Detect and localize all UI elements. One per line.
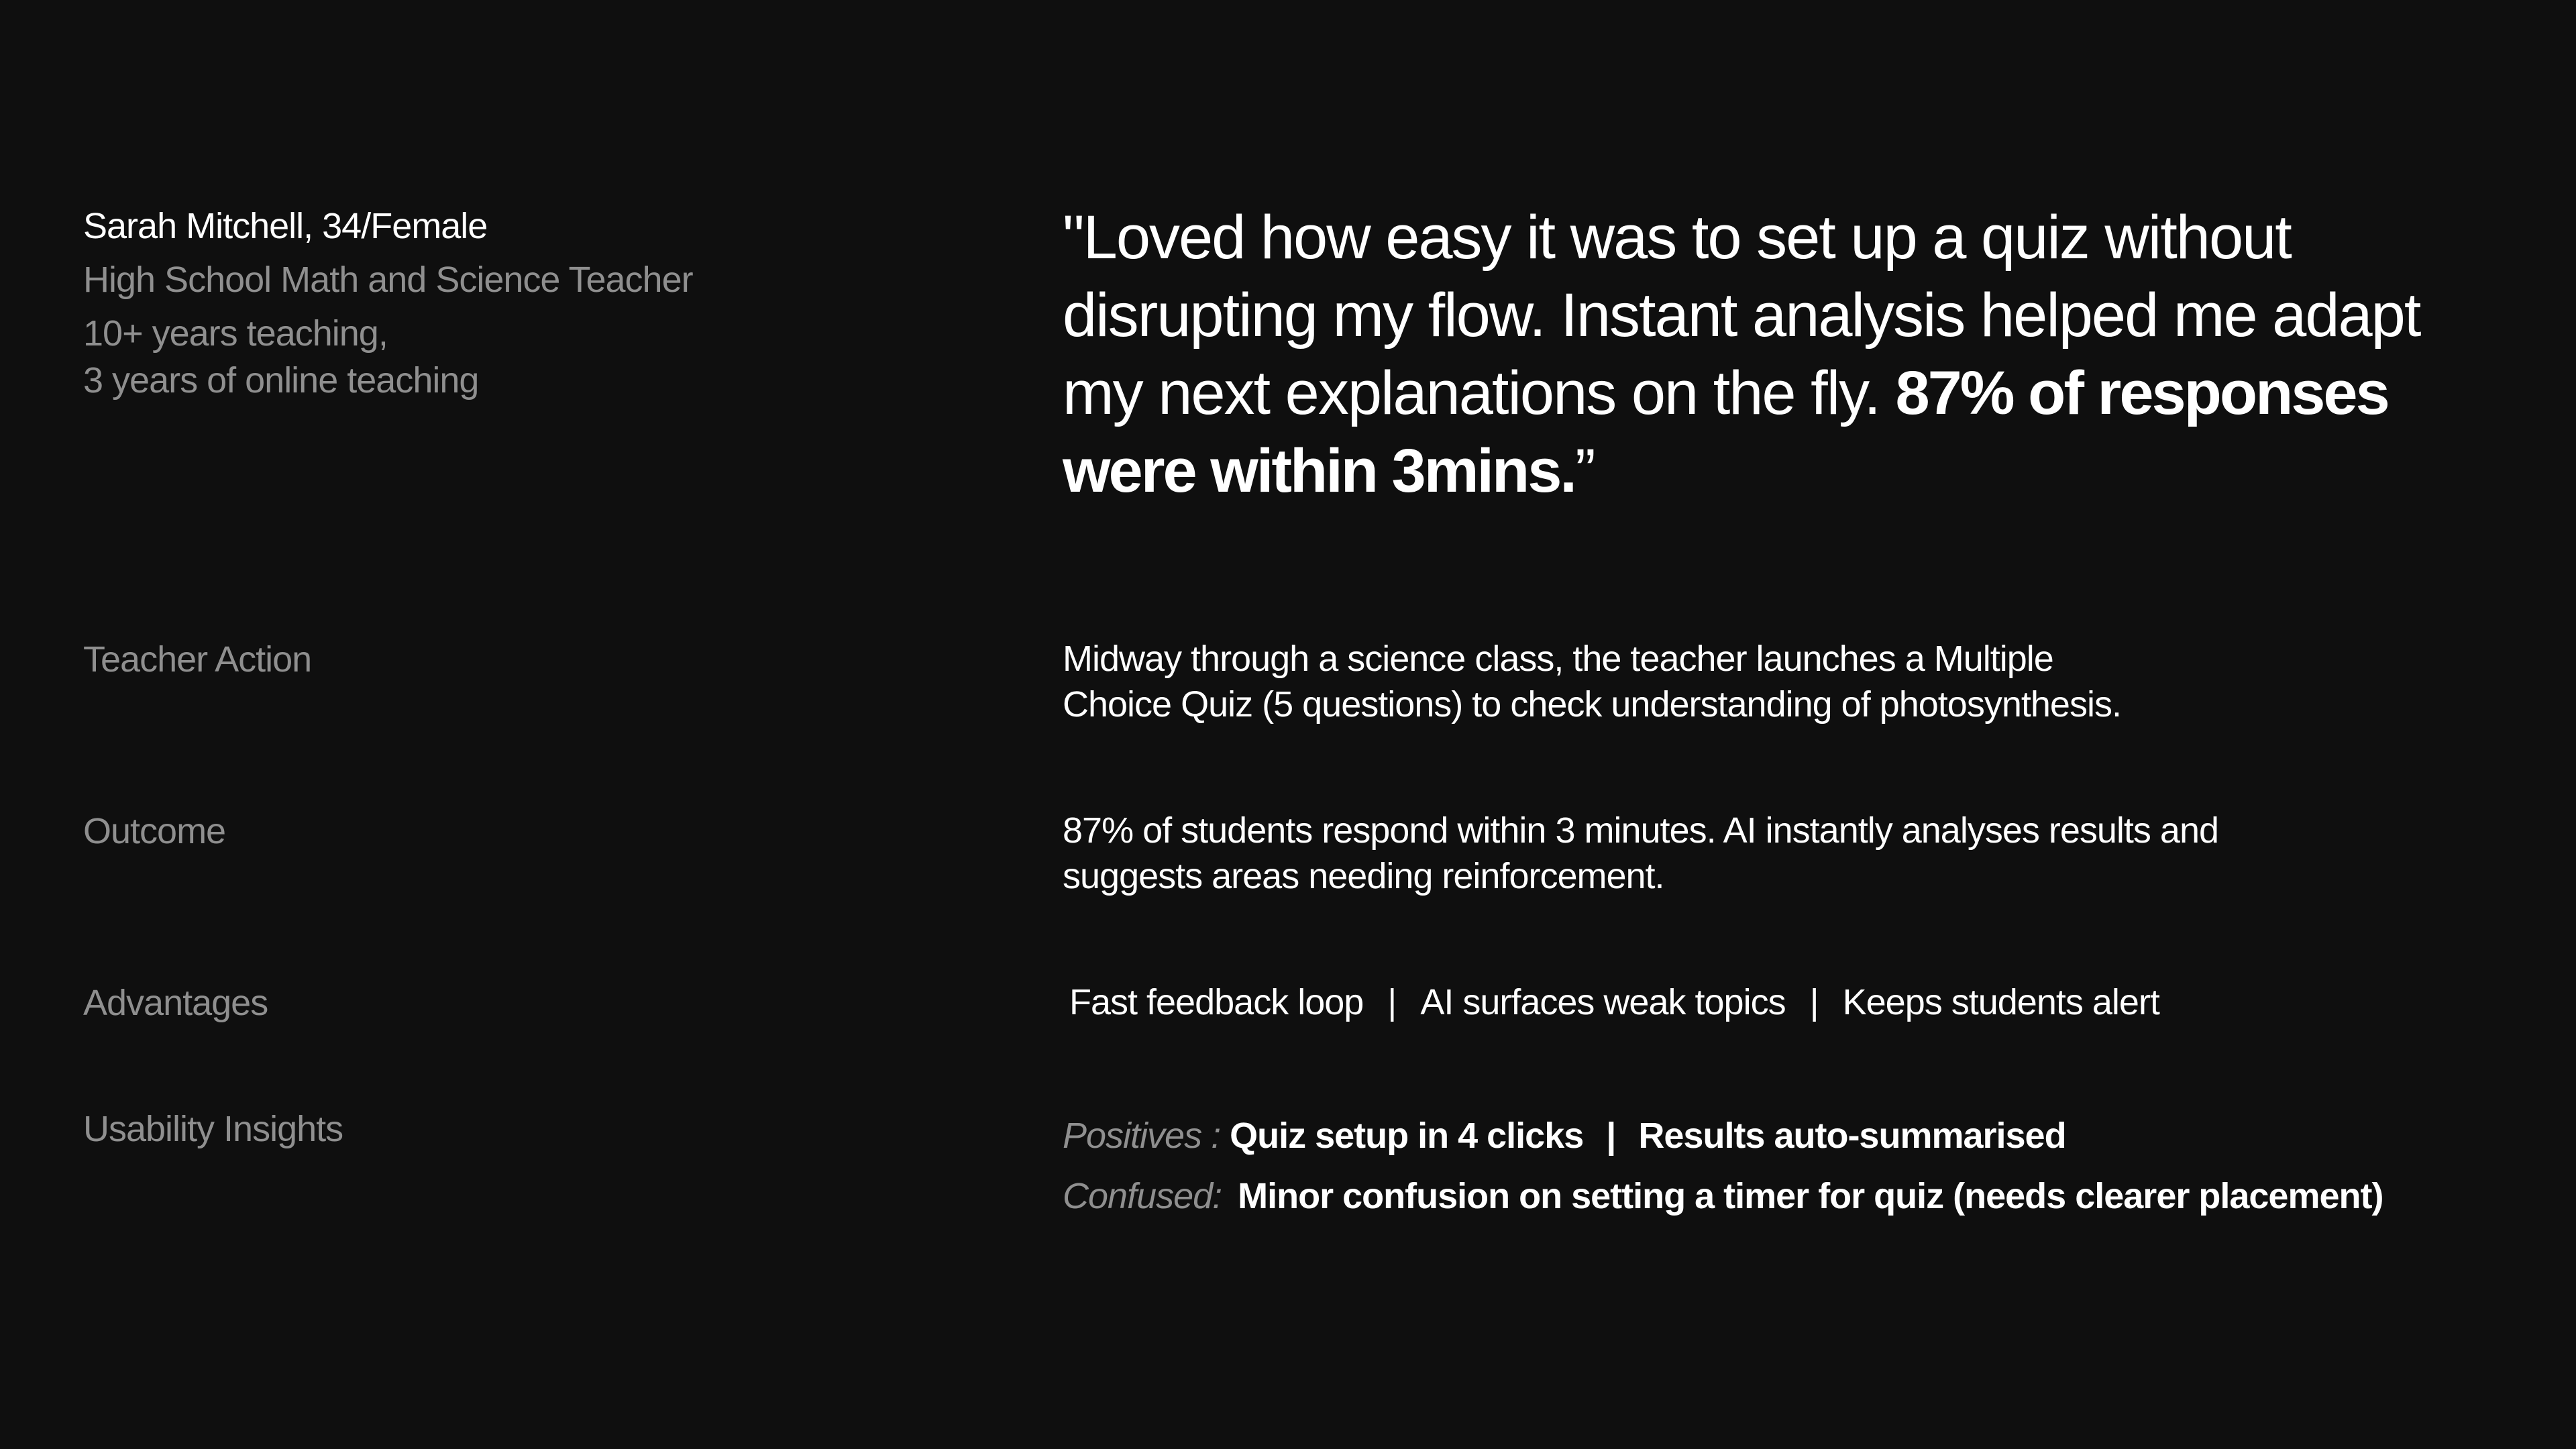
teacher-action-line: Choice Quiz (5 questions) to check understanding of photosynthesis.: [1063, 684, 2121, 724]
outcome-line: suggests areas needing reinforcement.: [1063, 856, 1664, 896]
advantages-label: Advantages: [83, 983, 268, 1023]
outcome-label: Outcome: [83, 811, 226, 851]
confused-item: Minor confusion on setting a timer for quiz (needs clearer placement): [1238, 1176, 2383, 1216]
positive-item: Quiz setup in 4 clicks: [1230, 1116, 1584, 1156]
positive-item: Results auto-summarised: [1638, 1116, 2066, 1156]
persona-experience: [83, 310, 955, 404]
persona-role: High School Math and Science Teacher: [83, 260, 693, 300]
usability-insights-label: Usability Insights: [83, 1109, 343, 1149]
confused-row: [1063, 1166, 2505, 1226]
advantage-item: AI surfaces weak topics: [1420, 982, 1786, 1022]
teacher-action-line: Midway through a science class, the teacher launches a Multiple: [1063, 639, 2053, 679]
positives-key: Positives :: [1063, 1116, 1221, 1156]
quote-close: ”: [1574, 437, 1595, 505]
teacher-action-label: Teacher Action: [83, 639, 312, 680]
persona-experience-line: 10+ years teaching,: [83, 313, 388, 354]
positives-row: [1063, 1106, 2505, 1166]
confused-key: Confused:: [1063, 1176, 1222, 1216]
advantages-list: [1069, 979, 2512, 1025]
quote-text: "Loved how easy it was to set up a quiz without disrupting my flow. Instant analysis helped me adapt my next explanations on the fly.: [1063, 203, 2420, 427]
advantage-item: Keeps students alert: [1842, 982, 2159, 1022]
usability-insights: [1063, 1106, 2505, 1226]
persona-name: Sarah Mitchell, 34/Female: [83, 206, 488, 246]
testimonial-quote: [1063, 199, 2498, 510]
outcome-line: 87% of students respond within 3 minutes. AI instantly analyses results and: [1063, 810, 2219, 851]
persona-block: [83, 200, 955, 404]
positives-separator: |: [1606, 1116, 1616, 1156]
teacher-action-text: [1063, 636, 2505, 727]
quote-highlight: 87% of responses were within 3mins.: [1063, 359, 2388, 505]
advantage-separator: |: [1387, 982, 1397, 1022]
advantage-item: Fast feedback loop: [1069, 982, 1364, 1022]
outcome-text: [1063, 808, 2505, 899]
persona-experience-line: 3 years of online teaching: [83, 360, 479, 400]
advantage-separator: |: [1809, 982, 1819, 1022]
